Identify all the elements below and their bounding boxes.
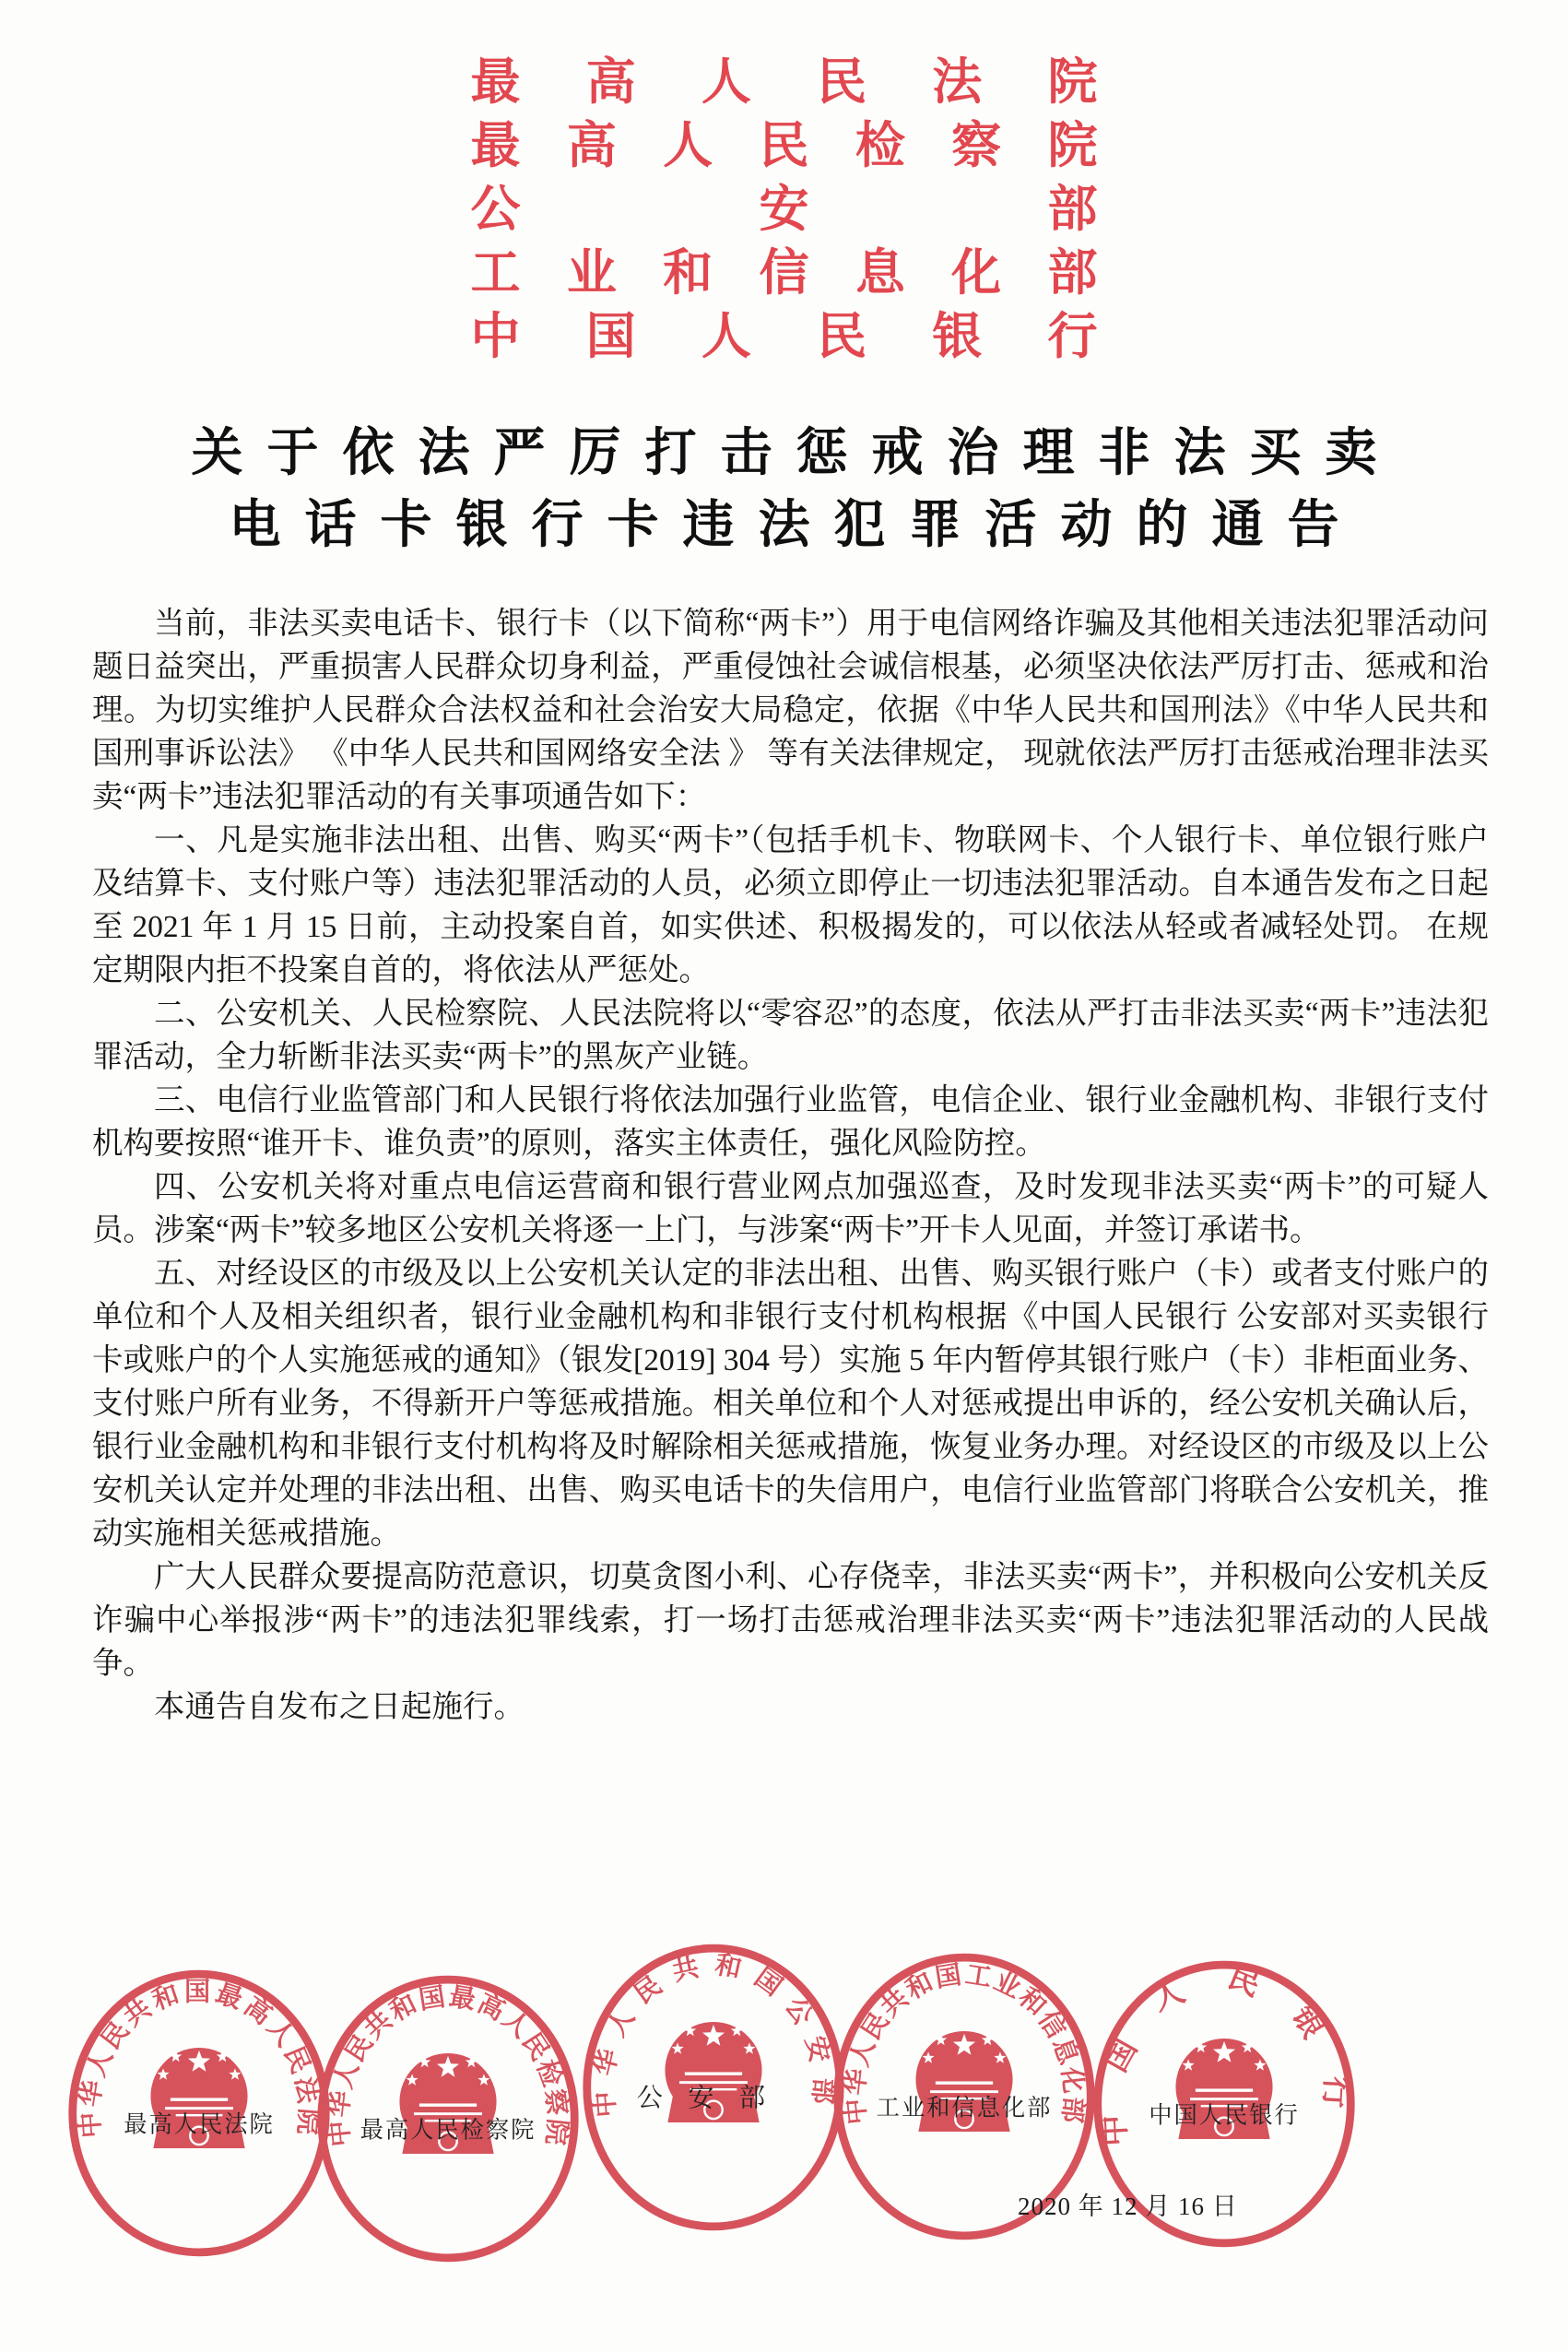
svg-text:中华人民共和国最高人民检察院: 中华人民共和国最高人民检察院	[324, 1982, 572, 2148]
agency-name-pboc: 中 国 人 民 银 行	[470, 309, 1098, 364]
seal-graphic	[65, 1965, 334, 2262]
paragraph-item-5: 五、对经设区的市级及以上公安机关认定的非法出租、出售、购买银行账户（卡）或者支付账户的单位和个人及相关组织者，银行业金融机构和非银行支付机构根据《中国人民银行 公安部对买卖银行卡或账户的个人实施惩戒的通知》（银发[2019] 304 号）实施 5 年内暂停其银行账户（卡）非柜面业务、支付账户所有业务，不得新开户等惩戒措施。相关单位和个人对惩戒提出申诉的，经公安机关确认后，银行业金融机构和非银行支付机构将及时解除相关惩戒措施，恢复业务办理。对经设区的市级及以上公安机关认定并处理的非法出租、出售、购买电话卡的失信用户，电信行业监管部门将联合公安机关，推动实施相关惩戒措施。	[92, 1257, 1489, 1551]
agency-name-miit: 工 业 和 信 息 化 部	[470, 245, 1098, 301]
official-seals-row	[0, 1928, 1568, 2330]
issue-date: 2020 年 12 月 16 日	[1018, 2192, 1238, 2220]
paragraph-effective-date: 本通告自发布之日起施行。	[154, 1690, 525, 1724]
document-title	[0, 418, 1568, 561]
seal-caption: 中国人民银行	[1149, 2102, 1300, 2129]
agency-name-supreme-procuratorate: 最 高 人 民 检 察 院	[470, 118, 1098, 173]
official-seal-supreme-procuratorate	[313, 1970, 583, 2267]
svg-text:中华人民共和国工业和信息化部: 中华人民共和国工业和信息化部	[841, 1960, 1088, 2126]
document-title-line2: 电话卡银行卡违法犯罪活动的通告	[229, 497, 1363, 554]
seal-caption: 最高人民检察院	[360, 2117, 536, 2144]
official-seal-supreme-court	[65, 1965, 334, 2262]
document-title-line1: 关于依法严厉打击惩戒治理非法买卖	[191, 425, 1401, 482]
svg-text:中华人民共和国公安部: 中华人民共和国公安部	[589, 1950, 838, 2119]
agency-name-public-security: 公 安 部	[470, 182, 1098, 237]
official-seal-public-security	[579, 1939, 848, 2236]
paragraph-item-1: 一、凡是实施非法出租、出售、购买“两卡”（包括手机卡、物联网卡、个人银行卡、单位银行账户及结算卡、支付账户等）违法犯罪活动的人员，必须立即停止一切违法犯罪活动。自本通告发布之日起至 2021 年 1 月 15 日前，主动投案自首，如实供述、积极揭发的，可以依法从轻或者减轻处罚。 在规定期限内拒不投案自首的，将依法从严惩处。	[92, 823, 1489, 987]
svg-text:中国人民银行: 中国人民银行	[1095, 1959, 1353, 2147]
paragraph-item-2: 二、公安机关、人民检察院、人民法院将以“零容忍”的态度，依法从严打击非法买卖“两卡”违法犯罪活动，全力斩断非法买卖“两卡”的黑灰产业链。	[92, 997, 1489, 1074]
seal-caption: 公安部	[636, 2084, 791, 2113]
agency-name-supreme-court: 最 高 人 民 法 院	[470, 54, 1098, 110]
paragraph-item-3: 三、电信行业监管部门和人民银行将依法加强行业监管，电信企业、银行业金融机构、非银行支付机构要按照“谁开卡、谁负责”的原则，落实主体责任，强化风险防控。	[92, 1083, 1489, 1161]
seal-caption: 最高人民法院	[124, 2111, 275, 2138]
seal-graphic	[579, 1939, 848, 2236]
svg-text:中华人民共和国最高人民法院: 中华人民共和国最高人民法院	[76, 1978, 323, 2139]
paragraph-intro: 当前，非法买卖电话卡、银行卡（以下简称“两卡”）用于电信网络诈骗及其他相关违法犯罪活动问题日益突出，严重损害人民群众切身利益，严重侵蚀社会诚信根基，必须坚决依法严厉打击、惩戒和治理。为切实维护人民群众合法权益和社会治安大局稳定，依据《中华人民共和国刑法》《中华人民共和国刑事诉讼法》 《中华人民共和国网络安全法 》 等有关法律规定， 现就依法严厉打击惩戒治理非法买卖“两卡”违法犯罪活动的有关事项通告如下：	[92, 607, 1489, 814]
seal-caption: 工业和信息化部	[876, 2095, 1053, 2122]
official-seal-pboc	[1018, 1956, 1359, 2252]
seal-graphic	[313, 1970, 583, 2267]
notice-body	[92, 602, 1489, 1729]
paragraph-public-appeal: 广大人民群众要提高防范意识，切莫贪图小利、心存侥幸，非法买卖“两卡”，并积极向公安机关反诈骗中心举报涉“两卡”的违法犯罪线索，打一场打击惩戒治理非法买卖“两卡”违法犯罪活动的人民战争。	[92, 1560, 1489, 1681]
paragraph-item-4: 四、公安机关将对重点电信运营商和银行营业网点加强巡查，及时发现非法买卖“两卡”的可疑人员。涉案“两卡”较多地区公安机关将逐一上门，与涉案“两卡”开卡人见面，并签订承诺书。	[92, 1170, 1489, 1247]
agency-header	[0, 0, 1568, 364]
